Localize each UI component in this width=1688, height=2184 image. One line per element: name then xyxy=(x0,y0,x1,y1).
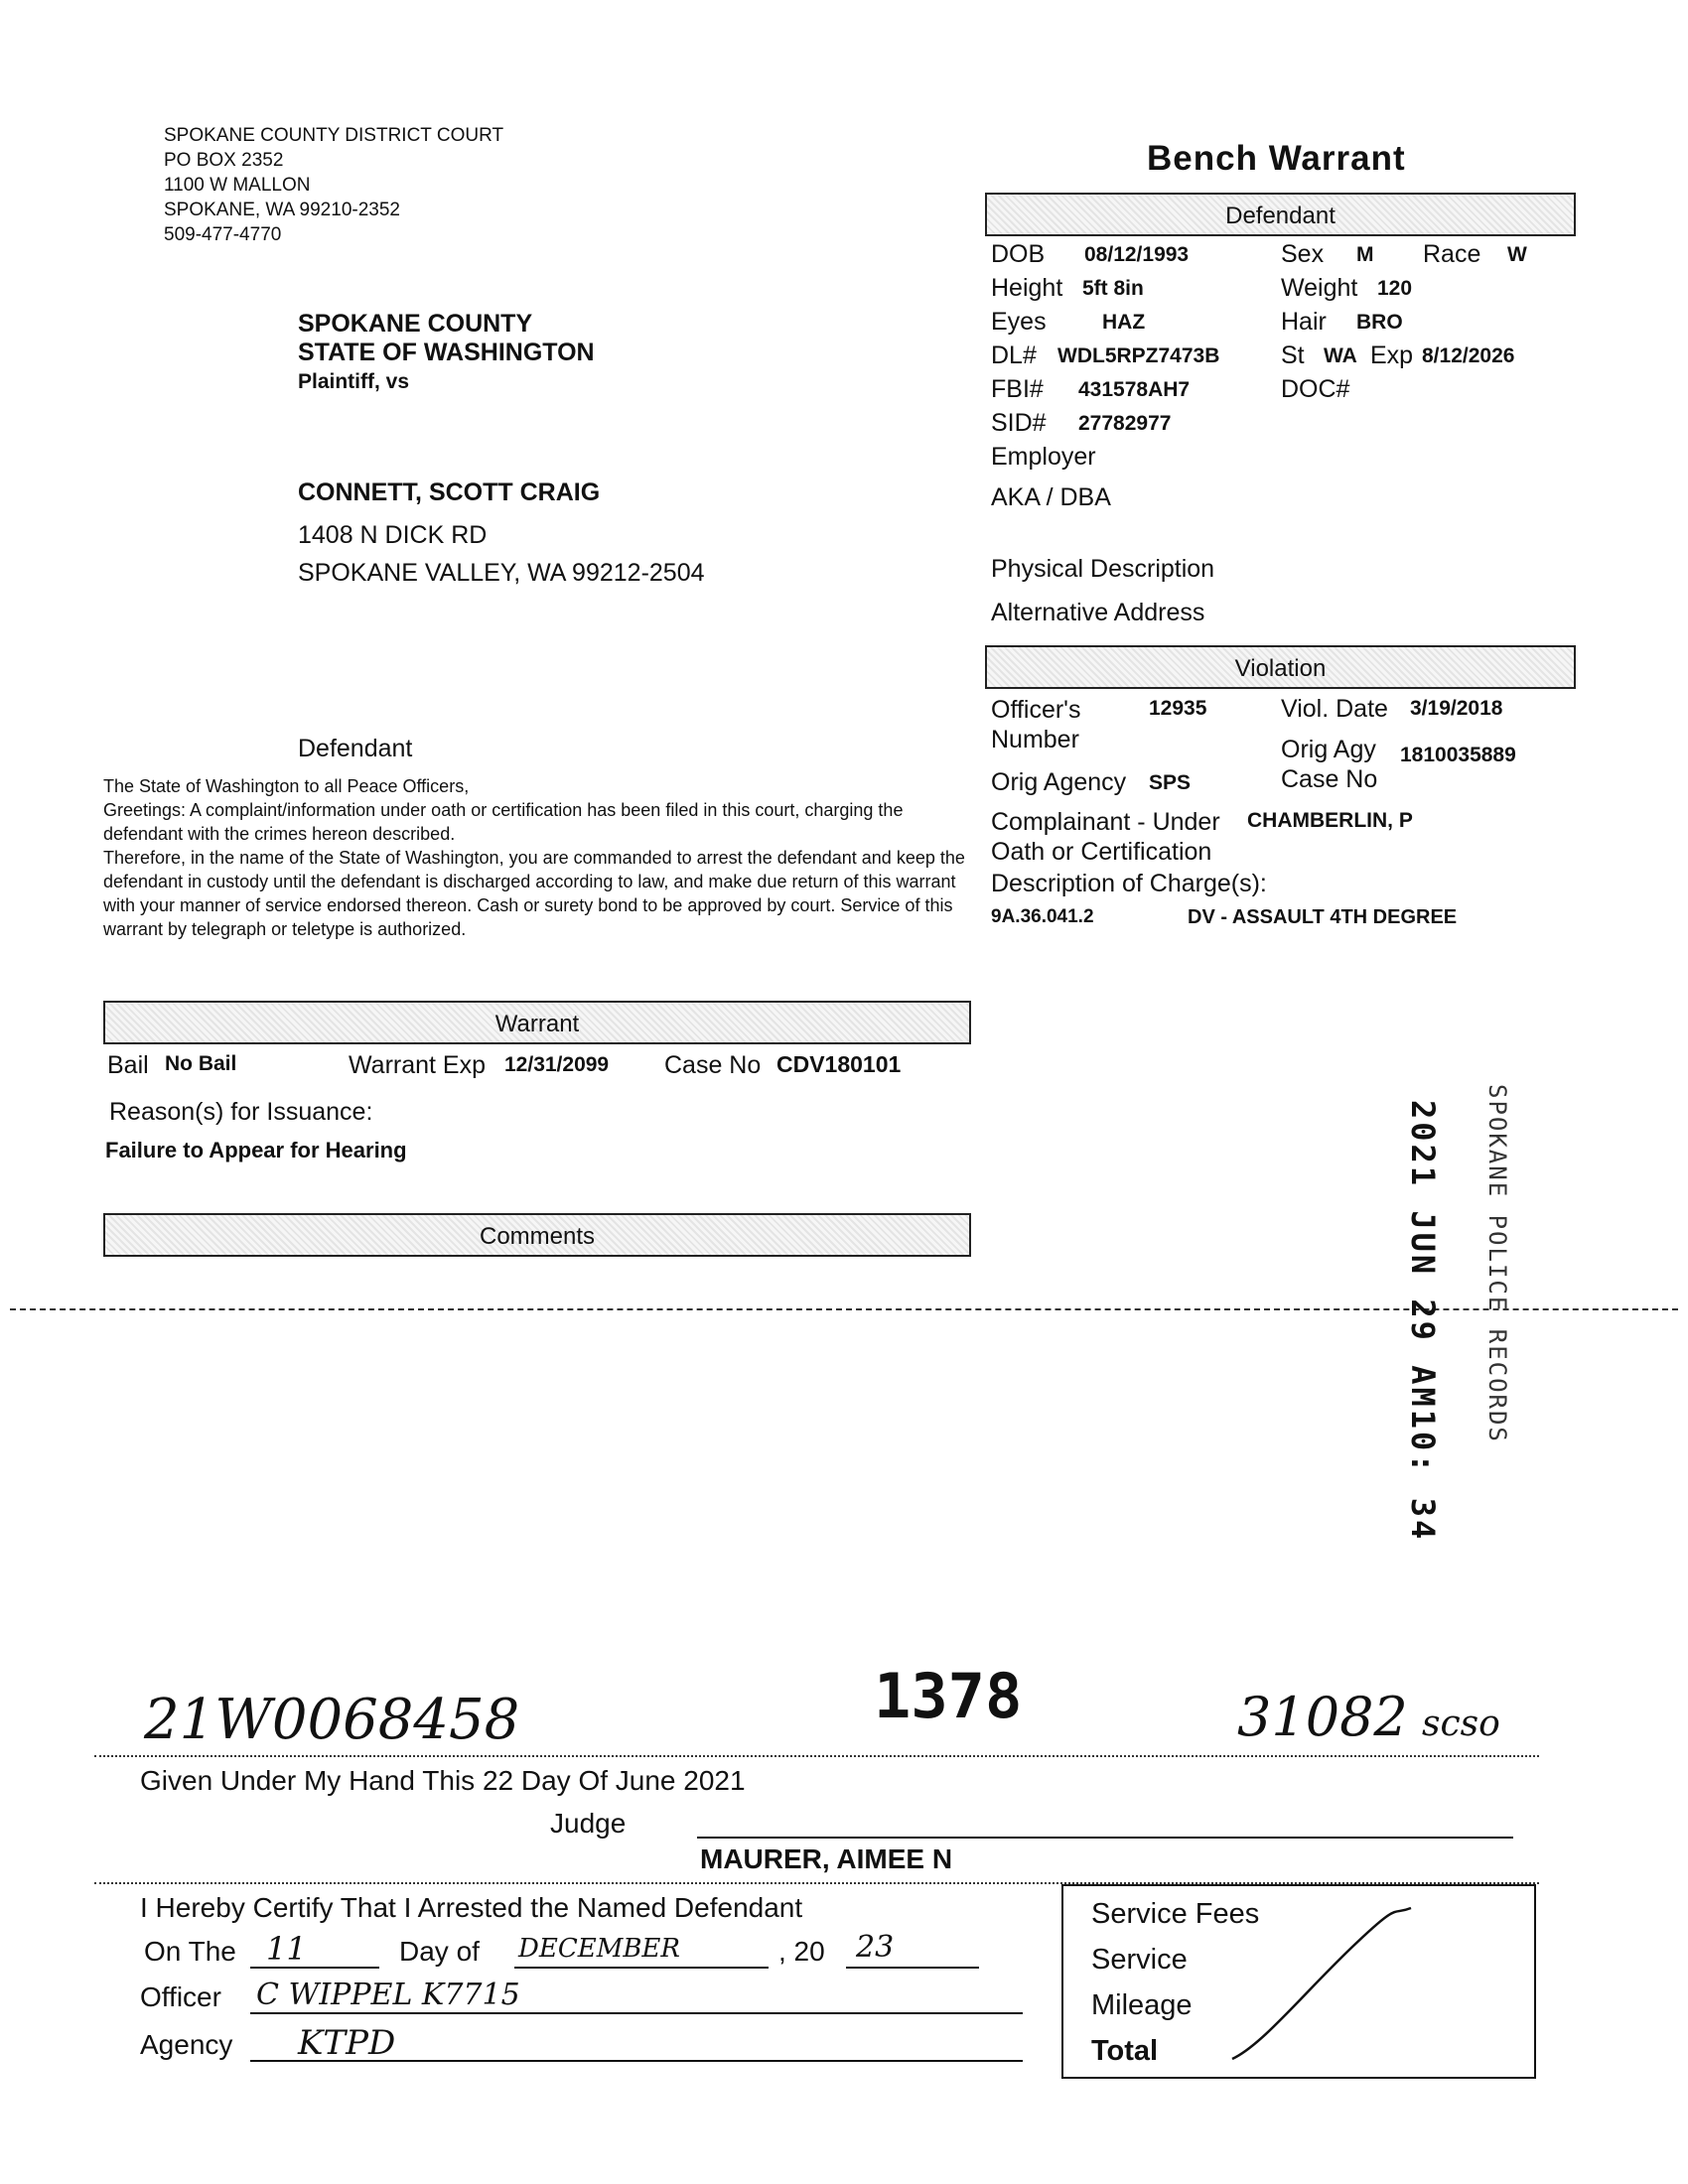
charge-description: DV - ASSAULT 4TH DEGREE xyxy=(1188,906,1458,928)
orig-agy-case-value: 1810035889 xyxy=(1400,744,1516,766)
orig-agy-label-line-1: Orig Agy xyxy=(1281,736,1376,763)
stamped-number: 1378 xyxy=(874,1660,1023,1732)
plaintiff-line-2: STATE OF WASHINGTON xyxy=(298,339,595,366)
warrant-exp-value: 12/31/2099 xyxy=(504,1053,610,1076)
race-label: Race xyxy=(1423,240,1481,268)
defendant-section-header: Defendant xyxy=(985,193,1576,236)
complainant-label-line-2: Oath or Certification xyxy=(991,838,1212,866)
exp-value: 8/12/2026 xyxy=(1422,344,1515,367)
fbi-label: FBI# xyxy=(991,375,1044,403)
bail-value: No Bail xyxy=(165,1052,237,1075)
total-label: Total xyxy=(1091,2035,1159,2067)
officer-number-value: 12935 xyxy=(1149,697,1207,720)
height-label: Height xyxy=(991,274,1063,302)
handwritten-warrant-number: 21W0068458 xyxy=(144,1688,520,1752)
doc-label: DOC# xyxy=(1281,375,1350,403)
height-value: 5ft 8in xyxy=(1082,277,1144,300)
defendant-name: CONNETT, SCOTT CRAIG xyxy=(298,478,601,506)
violation-section-header: Violation xyxy=(985,645,1576,689)
document-title: Bench Warrant xyxy=(1147,139,1406,178)
body-paragraph-2: Greetings: A complaint/information under oath or certification has been filed in this court, charging the defendant with the crimes hereon described. xyxy=(103,800,904,844)
officer-label: Officer xyxy=(140,1981,221,2012)
dl-value: WDL5RPZ7473B xyxy=(1057,344,1220,367)
arrest-year-value: 23 xyxy=(856,1930,895,1965)
court-name: SPOKANE COUNTY DISTRICT COURT xyxy=(164,125,504,146)
court-city: SPOKANE, WA 99210-2352 xyxy=(164,200,400,220)
officer-label-line-2: Number xyxy=(991,726,1079,753)
aka-label: AKA / DBA xyxy=(991,483,1111,511)
dob-label: DOB xyxy=(991,240,1046,268)
case-no-label: Case No xyxy=(664,1051,762,1079)
complainant-value: CHAMBERLIN, P xyxy=(1247,809,1413,832)
court-address-block xyxy=(164,123,503,247)
defendant-address xyxy=(298,516,705,592)
court-phone: 509-477-4770 xyxy=(164,224,282,245)
judge-signature-line xyxy=(697,1837,1513,1839)
defendant-address-line-1: 1408 N DICK RD xyxy=(298,521,488,549)
alternative-address-label: Alternative Address xyxy=(991,599,1205,626)
sex-value: M xyxy=(1356,243,1374,266)
case-no-value: CDV180101 xyxy=(776,1051,902,1077)
complainant-label-line-1: Complainant - Under xyxy=(991,808,1220,836)
arrest-year-field[interactable] xyxy=(846,1967,979,1969)
charge-code: 9A.36.041.2 xyxy=(991,906,1094,927)
on-the-label: On The xyxy=(144,1936,236,1967)
judge-name: MAURER, AIMEE N xyxy=(700,1843,953,1874)
orig-agy-case-label xyxy=(1281,735,1377,794)
handwritten-agency-number: 31082 xyxy=(1237,1686,1408,1748)
day-of-label: Day of xyxy=(399,1936,480,1967)
plaintiff-line-3: Plaintiff, vs xyxy=(298,370,410,393)
comments-section-header: Comments xyxy=(103,1213,971,1257)
plaintiff-block xyxy=(298,310,595,396)
hair-value: BRO xyxy=(1356,311,1403,334)
eyes-value: HAZ xyxy=(1102,311,1146,334)
handwritten-agency-code: scso xyxy=(1422,1704,1500,1744)
arrest-month-field[interactable] xyxy=(514,1967,769,1969)
certify-text: I Hereby Certify That I Arrested the Named Defendant xyxy=(140,1892,803,1923)
orig-agency-value: SPS xyxy=(1149,771,1192,794)
weight-label: Weight xyxy=(1281,274,1358,302)
officer-number-label xyxy=(991,695,1080,754)
st-value: WA xyxy=(1324,344,1357,367)
received-agency-stamp: SPOKANE POLICE RECORDS xyxy=(1483,1084,1511,1443)
warrant-exp-label: Warrant Exp xyxy=(349,1051,487,1079)
sid-value: 27782977 xyxy=(1078,412,1172,435)
year-prefix-label: , 20 xyxy=(778,1936,825,1967)
reasons-label: Reason(s) for Issuance: xyxy=(109,1098,373,1126)
arresting-agency-value: KTPD xyxy=(298,2023,396,2063)
body-paragraph-3: Therefore, in the name of the State of Washington, you are commanded to arrest the defendant and keep the defendant in custody until the defendant is discharged according to law, and make due return of this warrant with your manner of service endorsed thereon. Cash or surety bond to be approved by court. Service of this warrant by telegraph or teletype is authorized. xyxy=(103,848,965,939)
arresting-officer-value: C WIPPEL K7715 xyxy=(256,1978,520,2012)
agency-label: Agency xyxy=(140,2029,233,2060)
st-label: St xyxy=(1281,341,1305,369)
mileage-label: Mileage xyxy=(1091,1989,1193,2021)
arresting-officer-field[interactable] xyxy=(250,2012,1023,2014)
judge-label: Judge xyxy=(550,1808,627,1839)
defendant-address-line-2: SPOKANE VALLEY, WA 99212-2504 xyxy=(298,559,705,587)
officer-label-line-1: Officer's xyxy=(991,696,1081,724)
court-street: 1100 W MALLON xyxy=(164,175,311,196)
arrest-month-value: DECEMBER xyxy=(518,1934,680,1964)
service-label: Service xyxy=(1091,1944,1188,1976)
complainant-label xyxy=(991,807,1220,867)
viol-date-value: 3/19/2018 xyxy=(1410,697,1503,720)
sid-label: SID# xyxy=(991,409,1047,437)
reason-value: Failure to Appear for Hearing xyxy=(105,1138,407,1162)
viol-date-label: Viol. Date xyxy=(1281,695,1388,723)
hair-label: Hair xyxy=(1281,308,1327,336)
exp-label: Exp xyxy=(1370,341,1414,369)
fbi-value: 431578AH7 xyxy=(1078,378,1191,401)
plaintiff-line-1: SPOKANE COUNTY xyxy=(298,310,533,338)
warrant-body-text xyxy=(103,774,965,941)
given-under-hand-text: Given Under My Hand This 22 Day Of June 2021 xyxy=(140,1765,746,1796)
charges-label: Description of Charge(s): xyxy=(991,870,1267,897)
body-paragraph-1: The State of Washington to all Peace Officers, xyxy=(103,776,470,796)
court-po-box: PO BOX 2352 xyxy=(164,150,284,171)
physical-description-label: Physical Description xyxy=(991,555,1215,583)
race-value: W xyxy=(1507,243,1527,266)
employer-label: Employer xyxy=(991,443,1096,471)
dob-value: 08/12/1993 xyxy=(1084,243,1190,266)
defendant-role-label: Defendant xyxy=(298,735,413,762)
arrest-day-value: 11 xyxy=(266,1930,307,1968)
orig-agy-label-line-2: Case No xyxy=(1281,765,1378,793)
sex-label: Sex xyxy=(1281,240,1325,268)
service-fees-label: Service Fees xyxy=(1091,1898,1260,1930)
eyes-label: Eyes xyxy=(991,308,1047,336)
weight-value: 120 xyxy=(1377,277,1413,300)
warrant-section-header: Warrant xyxy=(103,1001,971,1044)
orig-agency-label: Orig Agency xyxy=(991,768,1127,796)
service-fees-box xyxy=(1061,1884,1536,2079)
signature-divider xyxy=(94,1755,1539,1757)
bail-label: Bail xyxy=(107,1051,149,1079)
dl-label: DL# xyxy=(991,341,1037,369)
received-date-stamp: 2021 JUN 29 AM10: 34 xyxy=(1404,1100,1442,1543)
